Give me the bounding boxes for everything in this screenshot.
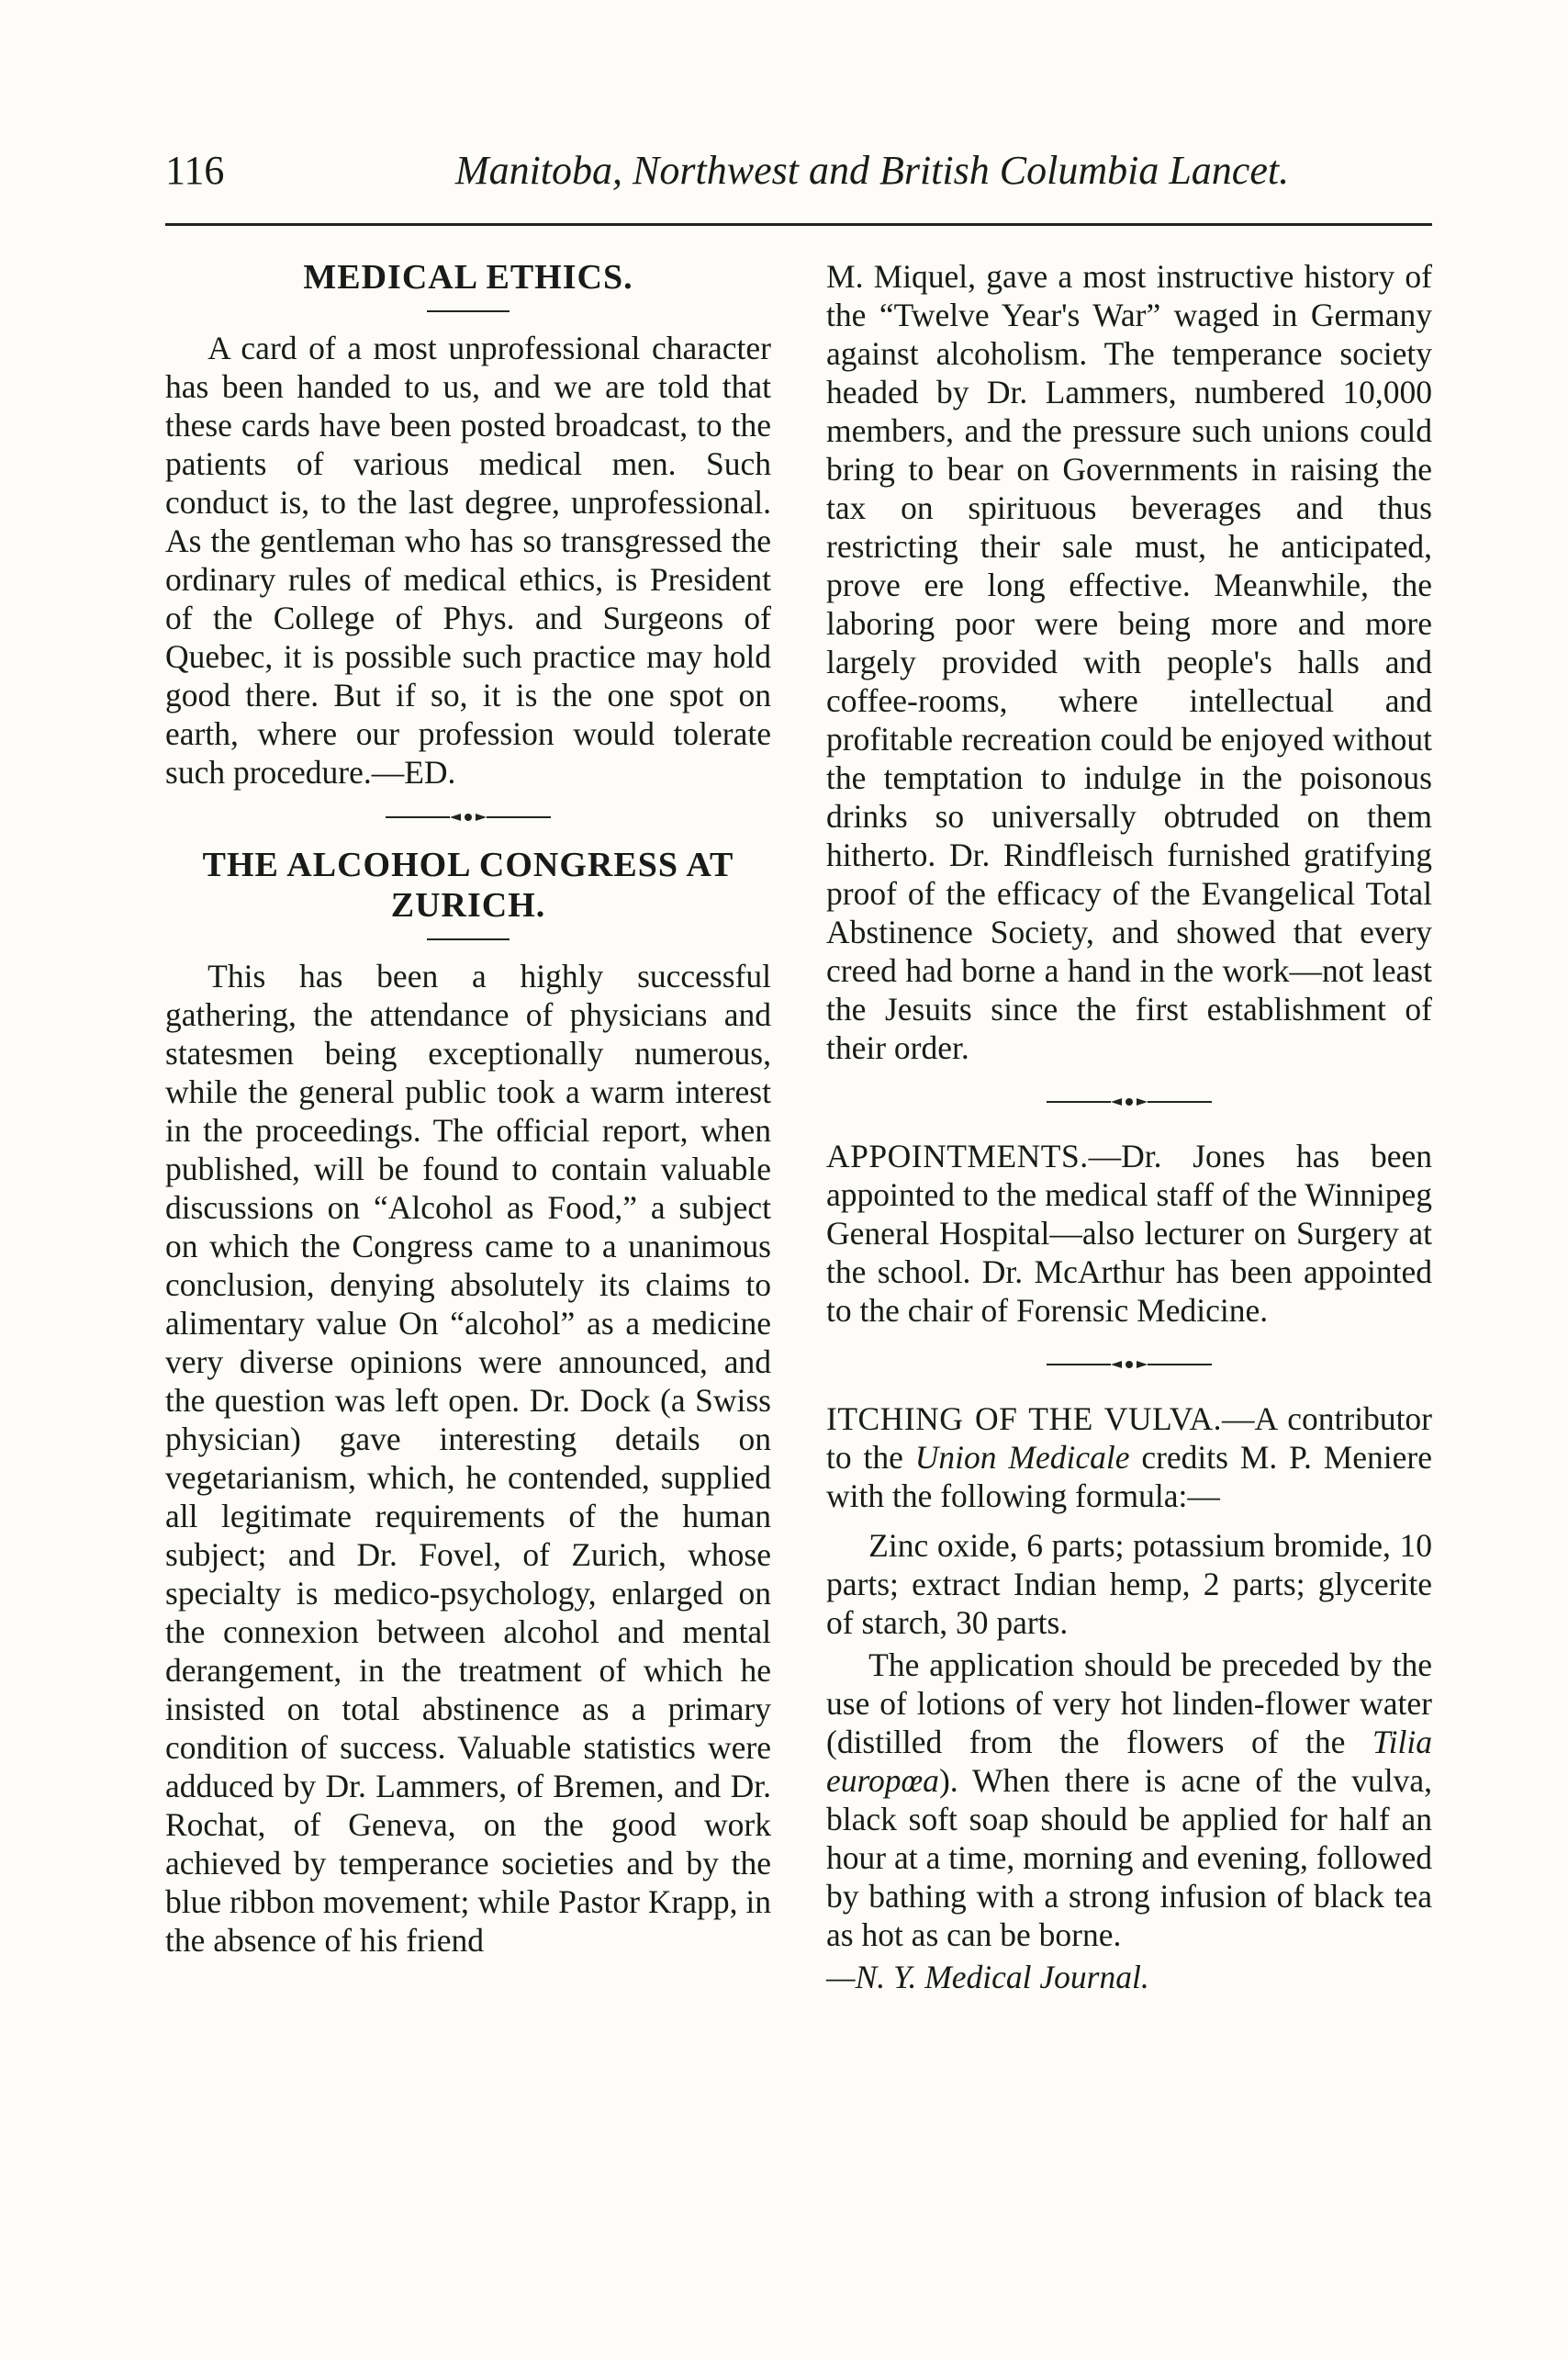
itching-body-3: The application should be preceded by the use of lotions of very hot linden-flower water (distilled from the flowers of the (826, 1646, 1432, 1760)
page-number: 116 (165, 148, 225, 193)
right-column (826, 257, 1432, 1996)
page-header (165, 147, 1432, 211)
itching-lead: ITCHING OF THE VULVA. (826, 1400, 1223, 1437)
section-divider (165, 810, 771, 825)
appointments-body: —Dr. Jones has been appointed to the medical staff of the Winnipeg General Hospital—also lecturer on Surgery at the school. Dr. McArthur has been appointed to the chair of Forensic Medicine. (826, 1138, 1432, 1329)
itching-body-1: —A contributor to the (826, 1400, 1433, 1476)
appointments-paragraph (826, 1137, 1432, 1330)
alcohol-congress-heading: THE ALCOHOL CONGRESS AT ZURICH. (202, 846, 734, 925)
itching-body-4: ). When there is acne of the vulva, black soft soap should be applied for half an hour at a time, morning and evening, followed by bathing with a strong infusion of black tea as hot as can be borne. (826, 1762, 1432, 1953)
itching-paragraph (826, 1399, 1432, 1515)
species-name: Tilia europœa (826, 1724, 1432, 1799)
journal-name: Union Medicale (914, 1439, 1130, 1476)
itching-instructions (826, 1646, 1432, 1954)
itching-formula: Zinc oxide, 6 parts; potassium bromide, 10 parts; extract Indian hemp, 2 parts; glycerite of starch, 30 parts. (826, 1527, 1432, 1641)
running-title: Manitoba, Northwest and British Columbia Lancet. (454, 148, 1290, 193)
alcohol-congress-body-right: M. Miquel, gave a most instructive history of the “Twelve Year's War” waged in Germany against alcoholism. The temperance society headed by Dr. Lammers, numbered 10,000 members, and the pressure such unions could bring to bear on Governments in raising the tax on spirituous beverages and thus restricting their sale must, he anticipated, prove ere long effective. Meanwhile, the laboring poor were being more and more largely provided with people's halls and coffee-rooms, where intellectual and profitable recreation could be enjoyed without the temptation to indulge in the poisonous drinks so universally obtruded on them hitherto. Dr. Rindfleisch furnished gratifying proof of the efficacy of the Evangelical Total Abstinence Society, and showed that every creed had borne a hand in the work—not least the Jesuits since the first establishment of their order. (826, 258, 1432, 1066)
left-column (165, 257, 771, 1960)
header-rule (165, 223, 1432, 226)
heading-rule (427, 310, 510, 312)
section-divider (826, 1095, 1432, 1109)
alcohol-congress-body-left: This has been a highly successful gathering, the attendance of physicians and statesmen being exceptionally numerous, while the general public took a warm interest in the proceedings. The official report, when published, will be found to contain valuable discussions on “Alcohol as Food,” a subject on which the Congress came to a unanimous conclusion, denying absolutely its claims to alimentary value On “alcohol” as a medicine very diverse opinions were announced, and the question was left open. Dr. Dock (a Swiss physician) gave interesting details on vegetarianism, which, he contended, supplied all legitimate requirements of the human subject; and Dr. Fovel, of Zurich, whose specialty is medico-psychology, enlarged on the connexion between alcohol and mental derangement, in the treatment of which he insisted on total abstinence as a primary condition of success. Valuable statistics were adduced by Dr. Lammers, of Bremen, and Dr. Rochat, of Geneva, on the good work achieved by temperance societies and by the blue ribbon movement; while Pastor Krapp, in the absence of his friend (165, 958, 771, 1959)
heading-rule (427, 938, 510, 940)
itching-source: —N. Y. Medical Journal. (826, 1959, 1149, 1995)
medical-ethics-body: A card of a most unprofessional character has been handed to us, and we are told that these cards have been posted broadcast, to the patients of various medical men. Such conduct is, to the last degree, unprofessional. As the gentleman who has so transgressed the ordinary rules of medical ethics, is President of the College of Phys. and Surgeons of Quebec, it is possible such practice may hold good there. But if so, it is the one spot on earth, where our profession would tolerate such procedure.—ED. (165, 330, 771, 791)
appointments-lead: APPOINTMENTS. (826, 1138, 1089, 1174)
medical-ethics-heading: MEDICAL ETHICS. (303, 258, 633, 297)
section-divider (826, 1357, 1432, 1372)
itching-body-2: credits M. P. Meniere with the following formula:— (826, 1439, 1432, 1514)
